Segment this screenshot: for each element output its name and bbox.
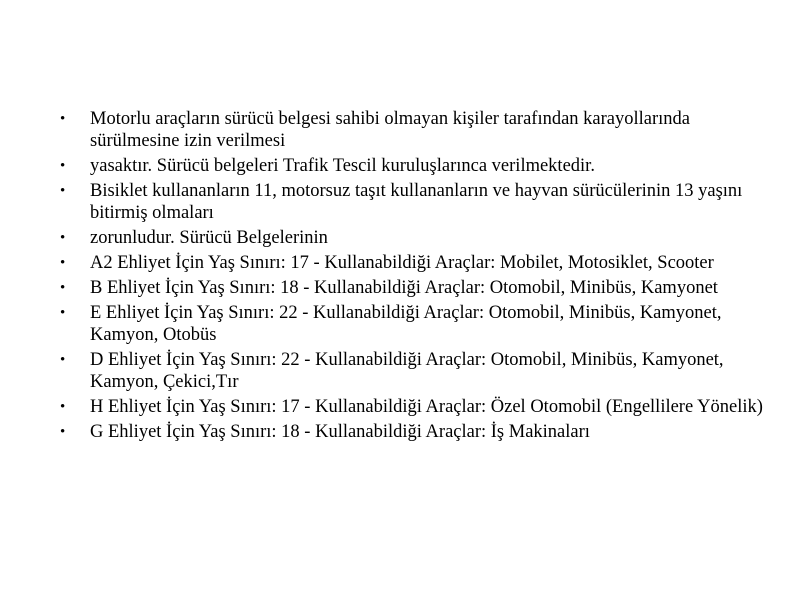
bullet-item — [60, 277, 770, 299]
bullet-icon: • — [60, 352, 66, 368]
bullet-icon: • — [60, 305, 66, 321]
bullet-icon: • — [60, 424, 66, 440]
bullet-item — [60, 349, 770, 393]
bullet-item — [60, 396, 770, 418]
bullet-icon: • — [60, 255, 66, 271]
bullet-item — [60, 227, 770, 249]
bullet-item — [60, 252, 770, 274]
bullet-text: Motorlu araçların sürücü belgesi sahibi olmayan kişiler tarafından karayollarında sürülmesine izin verilmesi — [90, 109, 691, 151]
bullet-list — [60, 108, 770, 446]
bullet-text: D Ehliyet İçin Yaş Sınırı: 22 - Kullanabildiği Araçlar: Otomobil, Minibüs, Kamyonet, Kamyon, Çekici,Tır — [90, 350, 724, 392]
bullet-text: B Ehliyet İçin Yaş Sınırı: 18 - Kullanabildiği Araçlar: Otomobil, Minibüs, Kamyonet — [90, 278, 718, 298]
bullet-icon: • — [60, 399, 66, 415]
bullet-icon: • — [60, 111, 66, 127]
bullet-text: H Ehliyet İçin Yaş Sınırı: 17 - Kullanabildiği Araçlar: Özel Otomobil (Engellilere Yönelik) — [90, 397, 763, 417]
bullet-text: G Ehliyet İçin Yaş Sınırı: 18 - Kullanabildiği Araçlar: İş Makinaları — [90, 422, 590, 442]
bullet-text: zorunludur. Sürücü Belgelerinin — [90, 228, 328, 248]
bullet-icon: • — [60, 230, 66, 246]
bullet-icon: • — [60, 280, 66, 296]
bullet-item — [60, 421, 770, 443]
bullet-item — [60, 180, 770, 224]
bullet-text: yasaktır. Sürücü belgeleri Trafik Tescil kuruluşlarınca verilmektedir. — [90, 156, 595, 176]
bullet-icon: • — [60, 183, 66, 199]
bullet-text: Bisiklet kullananların 11, motorsuz taşıt kullananların ve hayvan sürücülerinin 13 yaşını bitirmiş olmaları — [90, 181, 743, 223]
bullet-item — [60, 302, 770, 346]
bullet-item — [60, 155, 770, 177]
bullet-item — [60, 108, 770, 152]
bullet-icon: • — [60, 158, 66, 174]
bullet-text: A2 Ehliyet İçin Yaş Sınırı: 17 - Kullanabildiği Araçlar: Mobilet, Motosiklet, Scooter — [90, 253, 714, 273]
bullet-text: E Ehliyet İçin Yaş Sınırı: 22 - Kullanabildiği Araçlar: Otomobil, Minibüs, Kamyonet, Kamyon, Otobüs — [90, 303, 722, 345]
